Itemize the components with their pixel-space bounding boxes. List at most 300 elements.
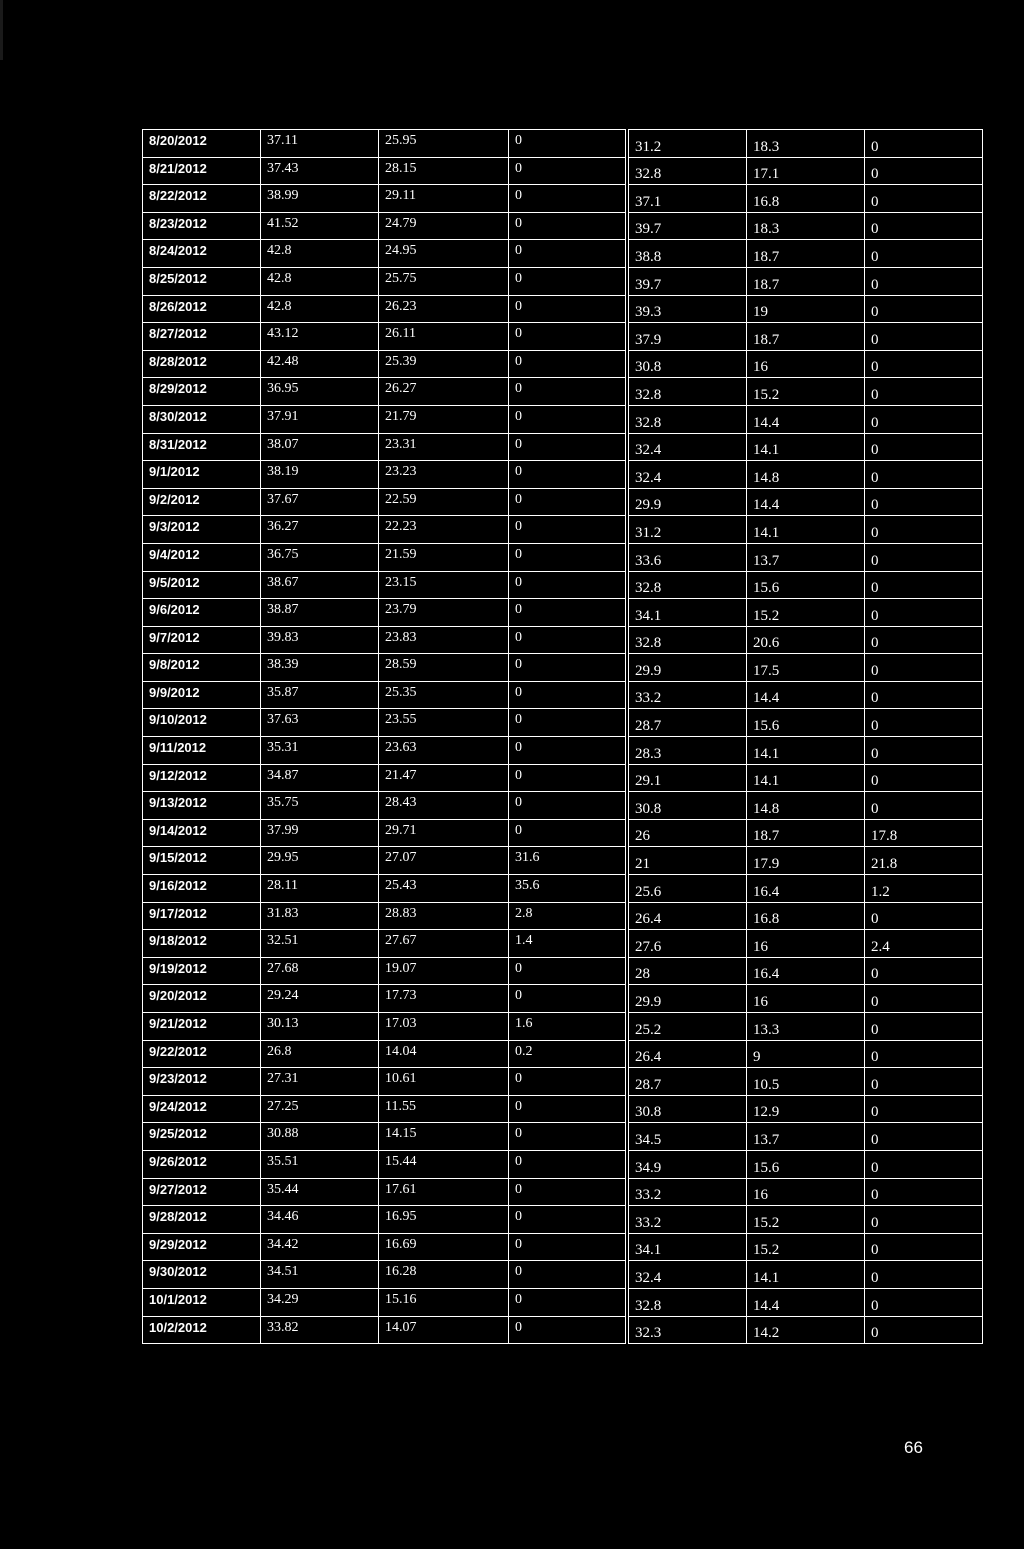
value-cell-left: 36.27 (261, 516, 379, 544)
table-row (143, 654, 983, 682)
value-cell-left: 35.87 (261, 681, 379, 709)
value-cell-right: 18.3 (747, 212, 865, 240)
value-cell-right: 21.8 (865, 847, 983, 875)
date-cell: 9/28/2012 (143, 1206, 261, 1234)
value-cell-right: 33.2 (629, 681, 747, 709)
value-cell-right: 16 (747, 985, 865, 1013)
value-cell-left: 30.88 (261, 1123, 379, 1151)
value-cell-right: 17.1 (747, 157, 865, 185)
value-cell-right: 17.5 (747, 654, 865, 682)
value-cell-left: 1.4 (509, 930, 626, 958)
value-cell-right: 10.5 (747, 1068, 865, 1096)
date-cell: 9/2/2012 (143, 488, 261, 516)
table-row (143, 1261, 983, 1289)
value-cell-right: 14.8 (747, 461, 865, 489)
value-cell-right: 28.7 (629, 1068, 747, 1096)
value-cell-left: 23.79 (379, 599, 509, 627)
value-cell-right: 2.4 (865, 930, 983, 958)
value-cell-right: 15.6 (747, 571, 865, 599)
value-cell-right: 0 (865, 488, 983, 516)
value-cell-left: 38.87 (261, 599, 379, 627)
value-cell-right: 20.6 (747, 626, 865, 654)
value-cell-left: 0 (509, 240, 626, 268)
date-cell: 9/15/2012 (143, 847, 261, 875)
value-cell-right: 0 (865, 985, 983, 1013)
value-cell-right: 15.6 (747, 709, 865, 737)
value-cell-left: 0 (509, 985, 626, 1013)
date-cell: 9/20/2012 (143, 985, 261, 1013)
value-cell-right: 0 (865, 516, 983, 544)
value-cell-left: 0 (509, 350, 626, 378)
value-cell-right: 15.2 (747, 1206, 865, 1234)
value-cell-left: 0 (509, 461, 626, 489)
value-cell-left: 0 (509, 516, 626, 544)
value-cell-left: 0 (509, 599, 626, 627)
value-cell-left: 0 (509, 1288, 626, 1316)
table-row (143, 295, 983, 323)
table-row (143, 1150, 983, 1178)
value-cell-left: 21.79 (379, 405, 509, 433)
value-cell-right: 0 (865, 378, 983, 406)
table-row (143, 875, 983, 903)
table-row (143, 819, 983, 847)
value-cell-right: 0 (865, 1261, 983, 1289)
value-cell-right: 0 (865, 1233, 983, 1261)
value-cell-right: 0 (865, 737, 983, 765)
value-cell-right: 30.8 (629, 350, 747, 378)
value-cell-right: 0 (865, 295, 983, 323)
value-cell-left: 24.95 (379, 240, 509, 268)
value-cell-right: 0 (865, 1316, 983, 1344)
value-cell-left: 38.67 (261, 571, 379, 599)
value-cell-right: 12.9 (747, 1095, 865, 1123)
value-cell-right: 0 (865, 1068, 983, 1096)
value-cell-left: 25.95 (379, 130, 509, 158)
value-cell-left: 0 (509, 433, 626, 461)
value-cell-right: 14.4 (747, 488, 865, 516)
value-cell-right: 0 (865, 543, 983, 571)
date-cell: 9/19/2012 (143, 957, 261, 985)
table-row (143, 764, 983, 792)
date-cell: 9/1/2012 (143, 461, 261, 489)
value-cell-right: 0 (865, 1013, 983, 1041)
value-cell-left: 28.43 (379, 792, 509, 820)
value-cell-right: 14.8 (747, 792, 865, 820)
value-cell-left: 0 (509, 1095, 626, 1123)
date-cell: 8/22/2012 (143, 185, 261, 213)
table-row (143, 847, 983, 875)
value-cell-right: 18.7 (747, 240, 865, 268)
value-cell-left: 0 (509, 737, 626, 765)
value-cell-left: 27.68 (261, 957, 379, 985)
value-cell-right: 27.6 (629, 930, 747, 958)
value-cell-left: 37.67 (261, 488, 379, 516)
page-number: 66 (904, 1438, 923, 1457)
value-cell-left: 34.29 (261, 1288, 379, 1316)
table-row (143, 185, 983, 213)
value-cell-right: 32.8 (629, 571, 747, 599)
value-cell-left: 14.15 (379, 1123, 509, 1151)
value-cell-right: 14.1 (747, 1261, 865, 1289)
value-cell-right: 32.8 (629, 1288, 747, 1316)
value-cell-right: 0 (865, 681, 983, 709)
value-cell-right: 33.2 (629, 1206, 747, 1234)
value-cell-right: 0 (865, 267, 983, 295)
value-cell-right: 33.6 (629, 543, 747, 571)
table-row (143, 378, 983, 406)
value-cell-right: 16 (747, 930, 865, 958)
value-cell-right: 16 (747, 350, 865, 378)
value-cell-left: 0 (509, 764, 626, 792)
value-cell-right: 0 (865, 212, 983, 240)
date-cell: 8/21/2012 (143, 157, 261, 185)
value-cell-right: 31.2 (629, 130, 747, 158)
table-row (143, 902, 983, 930)
value-cell-left: 15.44 (379, 1150, 509, 1178)
value-cell-left: 42.8 (261, 240, 379, 268)
value-cell-right: 37.9 (629, 323, 747, 351)
date-cell: 8/30/2012 (143, 405, 261, 433)
value-cell-right: 18.7 (747, 819, 865, 847)
value-cell-left: 1.6 (509, 1013, 626, 1041)
value-cell-left: 28.59 (379, 654, 509, 682)
value-cell-left: 23.55 (379, 709, 509, 737)
date-cell: 9/13/2012 (143, 792, 261, 820)
value-cell-right: 28.7 (629, 709, 747, 737)
table-row (143, 240, 983, 268)
value-cell-right: 0 (865, 185, 983, 213)
value-cell-left: 26.23 (379, 295, 509, 323)
value-cell-right: 0 (865, 599, 983, 627)
value-cell-left: 35.6 (509, 875, 626, 903)
date-cell: 9/23/2012 (143, 1068, 261, 1096)
value-cell-left: 23.83 (379, 626, 509, 654)
value-cell-left: 43.12 (261, 323, 379, 351)
value-cell-left: 16.95 (379, 1206, 509, 1234)
value-cell-right: 14.1 (747, 433, 865, 461)
table-row (143, 1233, 983, 1261)
table-row (143, 1316, 983, 1344)
value-cell-right: 25.2 (629, 1013, 747, 1041)
value-cell-right: 13.7 (747, 543, 865, 571)
value-cell-right: 14.4 (747, 1288, 865, 1316)
value-cell-right: 32.8 (629, 626, 747, 654)
table-row (143, 488, 983, 516)
date-cell: 9/26/2012 (143, 1150, 261, 1178)
value-cell-right: 0 (865, 157, 983, 185)
value-cell-left: 37.11 (261, 130, 379, 158)
value-cell-left: 29.95 (261, 847, 379, 875)
value-cell-right: 34.5 (629, 1123, 747, 1151)
table-row (143, 792, 983, 820)
date-cell: 9/25/2012 (143, 1123, 261, 1151)
value-cell-left: 19.07 (379, 957, 509, 985)
value-cell-right: 13.7 (747, 1123, 865, 1151)
date-cell: 9/9/2012 (143, 681, 261, 709)
table-row (143, 350, 983, 378)
value-cell-left: 0 (509, 1261, 626, 1289)
table-row (143, 212, 983, 240)
value-cell-right: 1.2 (865, 875, 983, 903)
date-cell: 9/21/2012 (143, 1013, 261, 1041)
date-cell: 9/10/2012 (143, 709, 261, 737)
value-cell-left: 35.75 (261, 792, 379, 820)
value-cell-left: 29.24 (261, 985, 379, 1013)
date-cell: 9/11/2012 (143, 737, 261, 765)
date-cell: 8/27/2012 (143, 323, 261, 351)
value-cell-left: 37.99 (261, 819, 379, 847)
value-cell-left: 0 (509, 185, 626, 213)
date-cell: 9/7/2012 (143, 626, 261, 654)
value-cell-left: 0 (509, 957, 626, 985)
table-row (143, 737, 983, 765)
value-cell-right: 14.1 (747, 516, 865, 544)
value-cell-right: 0 (865, 1123, 983, 1151)
value-cell-right: 0 (865, 1178, 983, 1206)
value-cell-left: 27.25 (261, 1095, 379, 1123)
date-cell: 8/25/2012 (143, 267, 261, 295)
date-cell: 8/26/2012 (143, 295, 261, 323)
table-row (143, 433, 983, 461)
table-body (143, 130, 983, 1344)
table-row (143, 571, 983, 599)
value-cell-left: 36.95 (261, 378, 379, 406)
value-cell-left: 26.8 (261, 1040, 379, 1068)
value-cell-left: 16.28 (379, 1261, 509, 1289)
value-cell-right: 29.9 (629, 654, 747, 682)
date-cell: 9/27/2012 (143, 1178, 261, 1206)
date-cell: 10/1/2012 (143, 1288, 261, 1316)
value-cell-right: 0 (865, 405, 983, 433)
date-cell: 9/12/2012 (143, 764, 261, 792)
value-cell-left: 35.31 (261, 737, 379, 765)
value-cell-right: 30.8 (629, 1095, 747, 1123)
value-cell-left: 31.83 (261, 902, 379, 930)
date-cell: 9/6/2012 (143, 599, 261, 627)
value-cell-right: 34.9 (629, 1150, 747, 1178)
value-cell-right: 26.4 (629, 902, 747, 930)
value-cell-right: 32.3 (629, 1316, 747, 1344)
table-row (143, 543, 983, 571)
table-row (143, 461, 983, 489)
value-cell-right: 0 (865, 902, 983, 930)
value-cell-right: 15.2 (747, 1233, 865, 1261)
value-cell-left: 0 (509, 819, 626, 847)
date-cell: 9/4/2012 (143, 543, 261, 571)
date-cell: 9/18/2012 (143, 930, 261, 958)
value-cell-left: 37.63 (261, 709, 379, 737)
value-cell-right: 0 (865, 1150, 983, 1178)
value-cell-right: 30.8 (629, 792, 747, 820)
value-cell-right: 32.4 (629, 461, 747, 489)
value-cell-left: 38.99 (261, 185, 379, 213)
value-cell-right: 26 (629, 819, 747, 847)
value-cell-right: 32.8 (629, 157, 747, 185)
value-cell-left: 0 (509, 1068, 626, 1096)
value-cell-left: 31.6 (509, 847, 626, 875)
value-cell-left: 14.04 (379, 1040, 509, 1068)
value-cell-left: 0 (509, 378, 626, 406)
value-cell-right: 19 (747, 295, 865, 323)
value-cell-right: 37.1 (629, 185, 747, 213)
value-cell-right: 0 (865, 571, 983, 599)
value-cell-right: 16.8 (747, 185, 865, 213)
value-cell-left: 0 (509, 405, 626, 433)
weather-data-table (142, 129, 983, 1344)
date-cell: 8/28/2012 (143, 350, 261, 378)
value-cell-left: 38.07 (261, 433, 379, 461)
date-cell: 9/22/2012 (143, 1040, 261, 1068)
value-cell-right: 0 (865, 323, 983, 351)
value-cell-left: 34.42 (261, 1233, 379, 1261)
value-cell-right: 33.2 (629, 1178, 747, 1206)
value-cell-left: 0 (509, 654, 626, 682)
value-cell-left: 16.69 (379, 1233, 509, 1261)
date-cell: 8/24/2012 (143, 240, 261, 268)
value-cell-right: 17.9 (747, 847, 865, 875)
value-cell-right: 0 (865, 461, 983, 489)
value-cell-left: 25.35 (379, 681, 509, 709)
value-cell-left: 27.67 (379, 930, 509, 958)
table-row (143, 323, 983, 351)
value-cell-left: 38.19 (261, 461, 379, 489)
value-cell-left: 21.59 (379, 543, 509, 571)
value-cell-right: 16 (747, 1178, 865, 1206)
date-cell: 9/30/2012 (143, 1261, 261, 1289)
value-cell-right: 21 (629, 847, 747, 875)
value-cell-left: 11.55 (379, 1095, 509, 1123)
date-cell: 9/17/2012 (143, 902, 261, 930)
date-cell: 9/3/2012 (143, 516, 261, 544)
value-cell-left: 2.8 (509, 902, 626, 930)
value-cell-right: 14.1 (747, 764, 865, 792)
value-cell-right: 39.7 (629, 267, 747, 295)
value-cell-right: 28 (629, 957, 747, 985)
value-cell-left: 14.07 (379, 1316, 509, 1344)
value-cell-right: 16.4 (747, 875, 865, 903)
value-cell-right: 15.6 (747, 1150, 865, 1178)
value-cell-left: 27.07 (379, 847, 509, 875)
date-cell: 8/29/2012 (143, 378, 261, 406)
value-cell-right: 32.4 (629, 433, 747, 461)
value-cell-right: 9 (747, 1040, 865, 1068)
value-cell-left: 0 (509, 295, 626, 323)
date-cell: 9/24/2012 (143, 1095, 261, 1123)
value-cell-left: 0 (509, 1150, 626, 1178)
value-cell-left: 0 (509, 1233, 626, 1261)
value-cell-right: 16.8 (747, 902, 865, 930)
value-cell-right: 18.7 (747, 323, 865, 351)
value-cell-left: 0 (509, 1316, 626, 1344)
value-cell-right: 14.1 (747, 737, 865, 765)
value-cell-left: 25.39 (379, 350, 509, 378)
value-cell-left: 33.82 (261, 1316, 379, 1344)
date-cell: 8/20/2012 (143, 130, 261, 158)
value-cell-left: 21.47 (379, 764, 509, 792)
value-cell-right: 13.3 (747, 1013, 865, 1041)
value-cell-right: 0 (865, 957, 983, 985)
value-cell-right: 38.8 (629, 240, 747, 268)
value-cell-left: 0 (509, 543, 626, 571)
table-row (143, 1013, 983, 1041)
value-cell-right: 29.9 (629, 985, 747, 1013)
table-row (143, 1123, 983, 1151)
value-cell-left: 36.75 (261, 543, 379, 571)
value-cell-right: 0 (865, 433, 983, 461)
value-cell-right: 0 (865, 1095, 983, 1123)
value-cell-right: 32.8 (629, 378, 747, 406)
value-cell-left: 17.61 (379, 1178, 509, 1206)
value-cell-left: 29.71 (379, 819, 509, 847)
value-cell-right: 18.7 (747, 267, 865, 295)
value-cell-right: 26.4 (629, 1040, 747, 1068)
value-cell-left: 39.83 (261, 626, 379, 654)
value-cell-left: 41.52 (261, 212, 379, 240)
value-cell-left: 10.61 (379, 1068, 509, 1096)
date-cell: 9/29/2012 (143, 1233, 261, 1261)
value-cell-left: 35.51 (261, 1150, 379, 1178)
value-cell-left: 22.59 (379, 488, 509, 516)
date-cell: 8/31/2012 (143, 433, 261, 461)
value-cell-left: 0 (509, 157, 626, 185)
value-cell-left: 28.83 (379, 902, 509, 930)
date-cell: 9/5/2012 (143, 571, 261, 599)
value-cell-left: 34.46 (261, 1206, 379, 1234)
table-row (143, 709, 983, 737)
table-row (143, 985, 983, 1013)
value-cell-right: 15.2 (747, 378, 865, 406)
value-cell-left: 24.79 (379, 212, 509, 240)
value-cell-right: 14.4 (747, 681, 865, 709)
value-cell-left: 42.48 (261, 350, 379, 378)
value-cell-left: 0 (509, 626, 626, 654)
scan-edge-mark (0, 0, 3, 60)
value-cell-right: 0 (865, 709, 983, 737)
value-cell-right: 29.1 (629, 764, 747, 792)
value-cell-left: 37.91 (261, 405, 379, 433)
value-cell-right: 39.3 (629, 295, 747, 323)
date-cell: 9/16/2012 (143, 875, 261, 903)
value-cell-left: 26.11 (379, 323, 509, 351)
value-cell-right: 25.6 (629, 875, 747, 903)
table-row (143, 599, 983, 627)
value-cell-right: 28.3 (629, 737, 747, 765)
value-cell-right: 14.2 (747, 1316, 865, 1344)
value-cell-left: 25.75 (379, 267, 509, 295)
table-row (143, 267, 983, 295)
value-cell-left: 35.44 (261, 1178, 379, 1206)
value-cell-left: 0 (509, 792, 626, 820)
value-cell-left: 32.51 (261, 930, 379, 958)
value-cell-right: 0 (865, 654, 983, 682)
table-row (143, 516, 983, 544)
value-cell-right: 14.4 (747, 405, 865, 433)
value-cell-left: 17.03 (379, 1013, 509, 1041)
value-cell-left: 0 (509, 212, 626, 240)
value-cell-right: 0 (865, 1040, 983, 1068)
value-cell-left: 42.8 (261, 267, 379, 295)
value-cell-right: 0 (865, 792, 983, 820)
value-cell-left: 26.27 (379, 378, 509, 406)
value-cell-left: 17.73 (379, 985, 509, 1013)
table-row (143, 405, 983, 433)
date-cell: 9/14/2012 (143, 819, 261, 847)
value-cell-right: 15.2 (747, 599, 865, 627)
value-cell-left: 38.39 (261, 654, 379, 682)
value-cell-left: 0 (509, 488, 626, 516)
value-cell-right: 0 (865, 1206, 983, 1234)
value-cell-right: 16.4 (747, 957, 865, 985)
